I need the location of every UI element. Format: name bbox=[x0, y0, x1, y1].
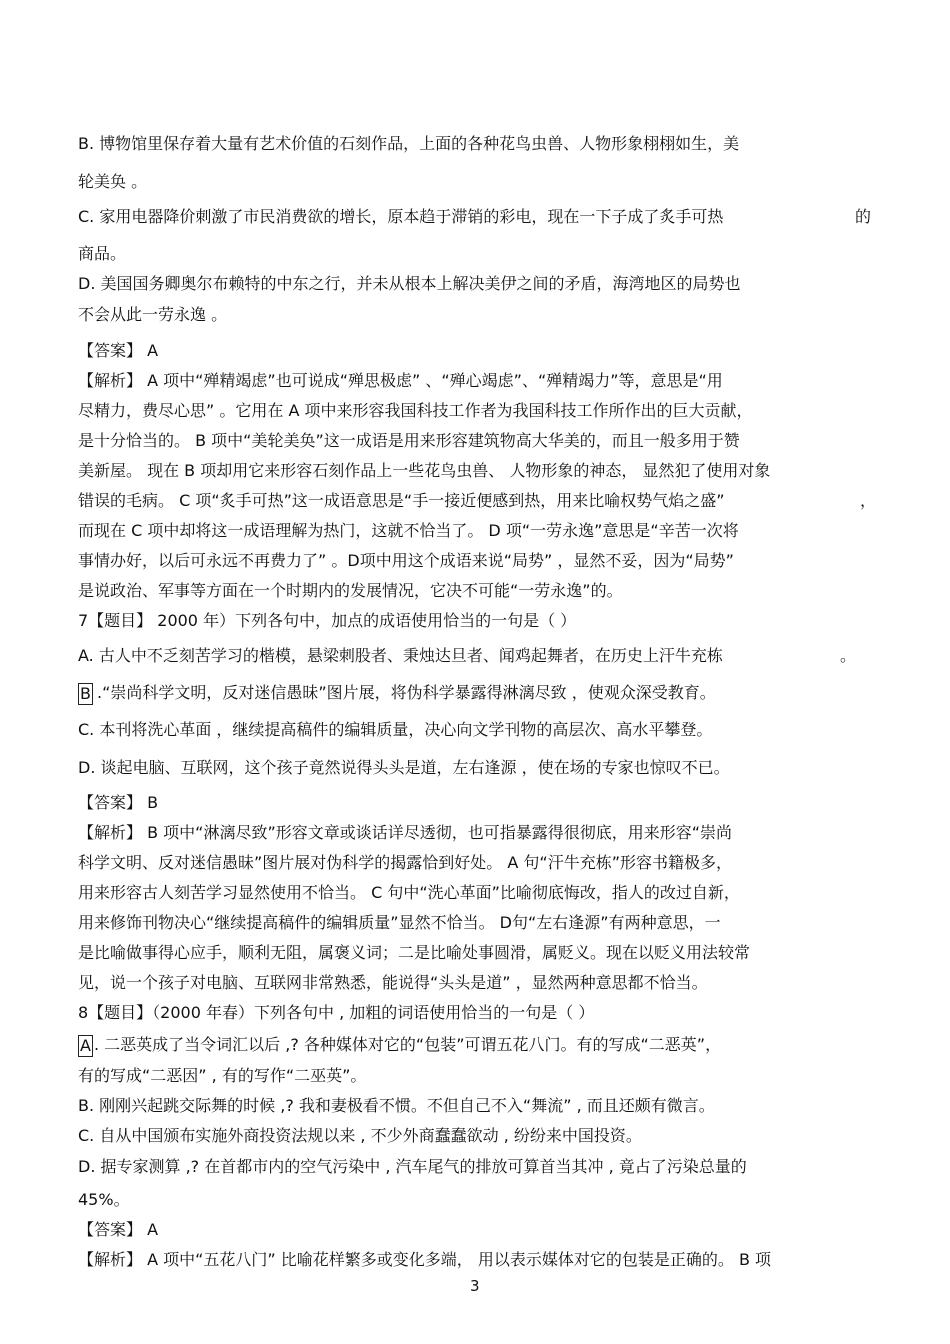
text-line: 【解析】 A 项中“五花八门” 比喻花样繁多或变化多端， 用以表示媒体对它的包装是正确的。 B 项 bbox=[78, 1250, 772, 1269]
text-line: 是比喻做事得心应手，顺利无阻，属褒义词；二是比喻处事圆滑，属贬义。现在以贬义用法较常 bbox=[78, 943, 751, 962]
text-line: .“崇尚科学文明，反对迷信愚昧”图片展，将伪科学暴露得淋漓尽致 ，使观众深受教育。 bbox=[97, 683, 716, 702]
text-line: 见，说一个孩子对电脑、互联网非常熟悉，能说得“头头是道” ，显然两种意思都不恰当。 bbox=[78, 973, 708, 992]
text-line: 而现在 C 项中却将这一成语理解为热门，这就不恰当了。 D 项“一劳永逸”意思是“辛苦一次将 bbox=[78, 521, 739, 540]
text-line: 45%。 bbox=[78, 1190, 130, 1209]
text-line: 科学文明、反对迷信愚昧”图片展对伪科学的揭露恰到好处。 A 句“汗牛充栋”形容书籍极多， bbox=[78, 853, 732, 872]
text-line: 有的写成“二恶因” , 有的写作“二巫英”。 bbox=[78, 1066, 367, 1085]
text-line: C. 本刊将洗心革面 ，继续提高稿件的编辑质量，决心向文学刊物的高层次、高水平攀登。 bbox=[78, 720, 713, 739]
text-line: D. 谈起电脑、互联网，这个孩子竟然说得头头是道，左右逢源 ，使在场的专家也惊叹不已。 bbox=[78, 758, 730, 777]
text-line: 的 bbox=[855, 207, 872, 226]
text-line: . 二恶英成了当令词汇以后 ,? 各种媒体对它的“包装”可谓五花八门。有的写成“二恶英”， bbox=[94, 1035, 722, 1054]
text-line: 是说政治、军事等方面在一个时期内的发展情况，它决不可能“一劳永逸”的。 bbox=[78, 581, 623, 600]
text-line: A. 古人中不乏刻苦学习的楷模，悬梁刺股者、秉烛达旦者、闻鸡起舞者，在历史上汗牛充栋 bbox=[78, 646, 723, 665]
text-line: 不会从此一劳永逸 。 bbox=[78, 305, 228, 324]
text-line: B. 刚刚兴起跳交际舞的时候 ,? 我和妻极看不惯。不但自己不入“舞流” , 而且还颇有微言。 bbox=[78, 1096, 715, 1115]
text-line: 用来形容古人刻苦学习显然使用不恰当。 C 句中“洗心革面”比喻彻底悔改，指人的改过自新， bbox=[78, 883, 740, 902]
text-line: 7【题目】 2000 年）下列各句中，加点的成语使用恰当的一句是（ ） bbox=[78, 611, 577, 630]
text-line: 【解析】 B 项中“淋漓尽致”形容文章或谈话详尽透彻，也可指暴露得很彻底，用来形容“崇尚 bbox=[78, 823, 733, 842]
text-line: 事情办好，以后可永远不再费力了” 。D项中用这个成语来说“局势” ，显然不妥，因为“局势” bbox=[78, 551, 734, 570]
option-letter-box: B bbox=[80, 684, 91, 703]
text-line: D. 美国国务卿奥尔布赖特的中东之行，并未从根本上解决美伊之间的矛盾，海湾地区的局势也 bbox=[78, 274, 741, 293]
text-line: ， bbox=[860, 491, 877, 510]
text-line: 商品。 bbox=[78, 244, 127, 263]
text-line: 是十分恰当的。 B 项中“美轮美奂”这一成语是用来形容建筑物高大华美的，而且一般多用于赞 bbox=[78, 431, 740, 450]
text-line: 轮美奂 。 bbox=[78, 172, 148, 191]
text-line: 用来修饰刊物决心“继续提高稿件的编辑质量”显然不恰当。 D句“左右逢源”有两种意思，一 bbox=[78, 913, 721, 932]
text-line: 【答案】 B bbox=[78, 793, 159, 812]
option-letter-box: A bbox=[80, 1036, 91, 1055]
text-line: 错误的毛病。 C 项“炙手可热”这一成语意思是“手一接近便感到热，用来比喻权势气焰之盛” bbox=[78, 491, 725, 510]
text-line: 。 bbox=[840, 646, 857, 665]
text-line: D. 据专家测算 ,? 在首都市内的空气污染中 , 汽车尾气的排放可算首当其冲 , 竟占了污染总量的 bbox=[78, 1157, 747, 1176]
text-line: C. 家用电器降价刺激了市民消费欲的增长，原本趋于滞销的彩电，现在一下子成了炙手可热 bbox=[78, 207, 724, 226]
text-line: C. 自从中国颁布实施外商投资法规以来 , 不少外商蠢蠢欲动 , 纷纷来中国投资。 bbox=[78, 1126, 642, 1145]
text-line: 【答案】 A bbox=[78, 341, 159, 360]
text-line: B. 博物馆里保存着大量有艺术价值的石刻作品，上面的各种花鸟虫兽、人物形象栩栩如生，美 bbox=[78, 134, 740, 153]
text-line: 【答案】 A bbox=[78, 1220, 159, 1239]
text-line: 美新屋。 现在 B 项却用它来形容石刻作品上一些花鸟虫兽、 人物形象的神态， 显然犯了使用对象 bbox=[78, 461, 771, 480]
text-line: 尽精力，费尽心思” 。它用在 A 项中来形容我国科技工作者为我国科技工作所作出的巨大贡献， bbox=[78, 401, 753, 420]
text-line: 8【题目】（2000 年春）下列各句中 , 加粗的词语使用恰当的一句是（ ） bbox=[78, 1003, 595, 1022]
page-number: 3 bbox=[470, 1277, 480, 1295]
text-line: 【解析】 A 项中“殚精竭虑”也可说成“殚思极虑” 、“殚心竭虑”、“殚精竭力”等，意思是“用 bbox=[78, 371, 723, 390]
